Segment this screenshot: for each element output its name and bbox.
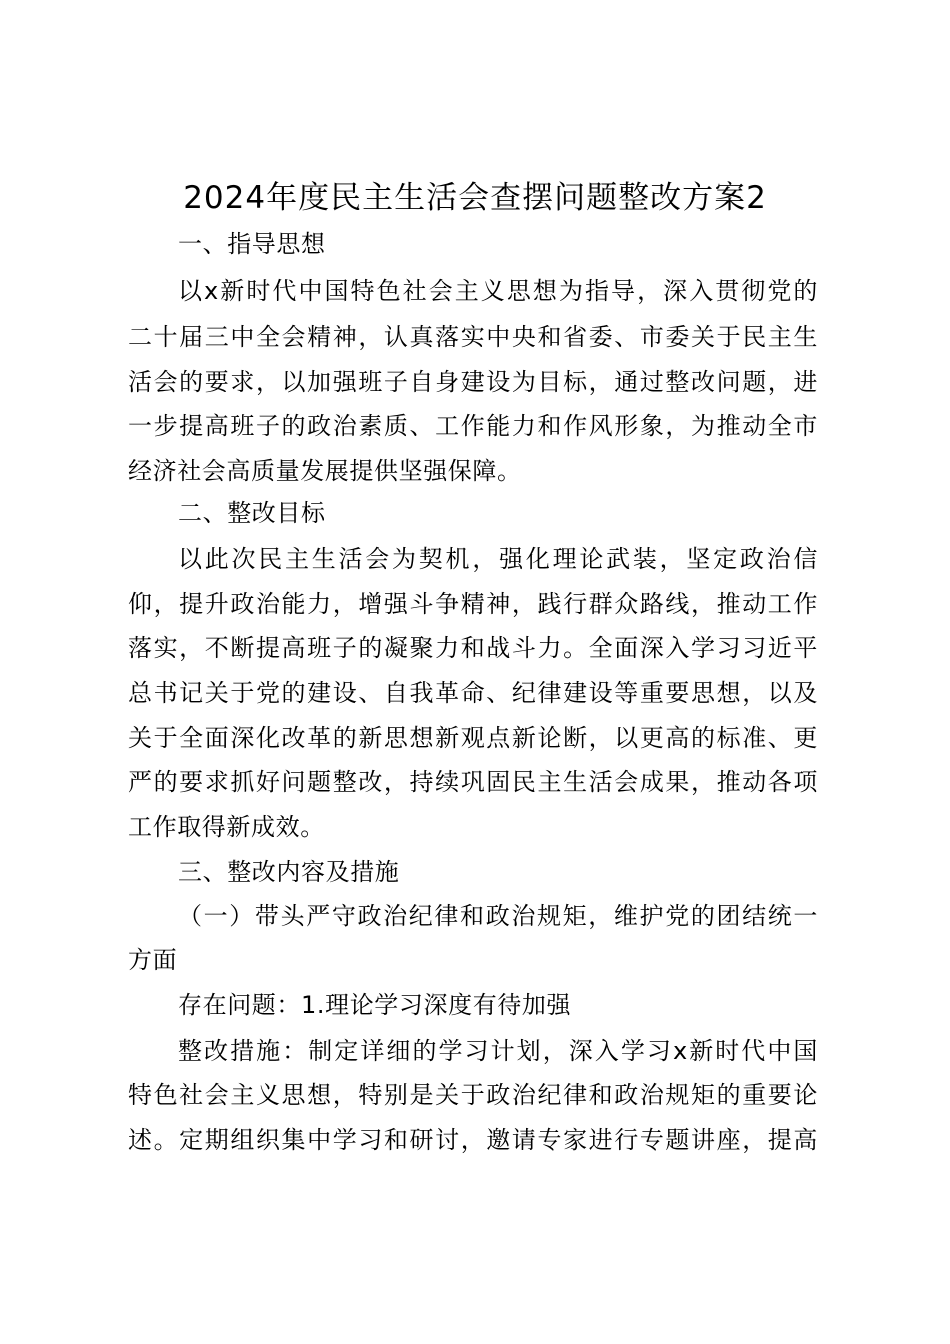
paragraph-line: 工作取得新成效。: [128, 813, 325, 841]
problem-statement: 存在问题：1.理论学习深度有待加强: [178, 991, 572, 1019]
paragraph-line: 特色社会主义思想，特别是关于政治纪律和政治规矩的重要论: [128, 1081, 818, 1109]
paragraph-line: 二十届三中全会精神，认真落实中央和省委、市委关于民主生: [128, 323, 818, 351]
paragraph-line: 整改措施：制定详细的学习计划，深入学习x新时代中国: [178, 1037, 818, 1065]
section-heading-content-measures: 三、整改内容及措施: [178, 858, 400, 886]
subsection-heading: （一）带头严守政治纪律和政治规矩，维护党的团结统一: [178, 902, 818, 930]
paragraph-line: 一步提高班子的政治素质、工作能力和作风形象，为推动全市: [128, 412, 818, 440]
paragraph-line: 活会的要求，以加强班子自身建设为目标，通过整改问题，进: [128, 368, 818, 396]
paragraph-line: 仰，提升政治能力，增强斗争精神，践行群众路线，推动工作: [128, 590, 818, 618]
subsection-heading: 方面: [128, 946, 178, 974]
paragraph-line: 严的要求抓好问题整改，持续巩固民主生活会成果，推动各项: [128, 768, 818, 796]
paragraph-line: 经济社会高质量发展提供坚强保障。: [128, 457, 522, 485]
document-title: 2024年度民主生活会查摆问题整改方案2: [183, 180, 767, 216]
paragraph-line: 关于全面深化改革的新思想新观点新论断，以更高的标准、更: [128, 724, 818, 752]
paragraph-line: 以x新时代中国特色社会主义思想为指导，深入贯彻党的: [178, 277, 818, 305]
section-heading-guiding-ideology: 一、指导思想: [178, 230, 326, 258]
paragraph-line: 落实，不断提高班子的凝聚力和战斗力。全面深入学习习近平: [128, 634, 818, 662]
paragraph-line: 总书记关于党的建设、自我革命、纪律建设等重要思想，以及: [128, 679, 818, 707]
paragraph-line: 以此次民主生活会为契机，强化理论武装，坚定政治信: [178, 545, 818, 573]
paragraph-line: 述。定期组织集中学习和研讨，邀请专家进行专题讲座，提高: [128, 1126, 818, 1154]
section-heading-rectification-goals: 二、整改目标: [178, 499, 326, 527]
